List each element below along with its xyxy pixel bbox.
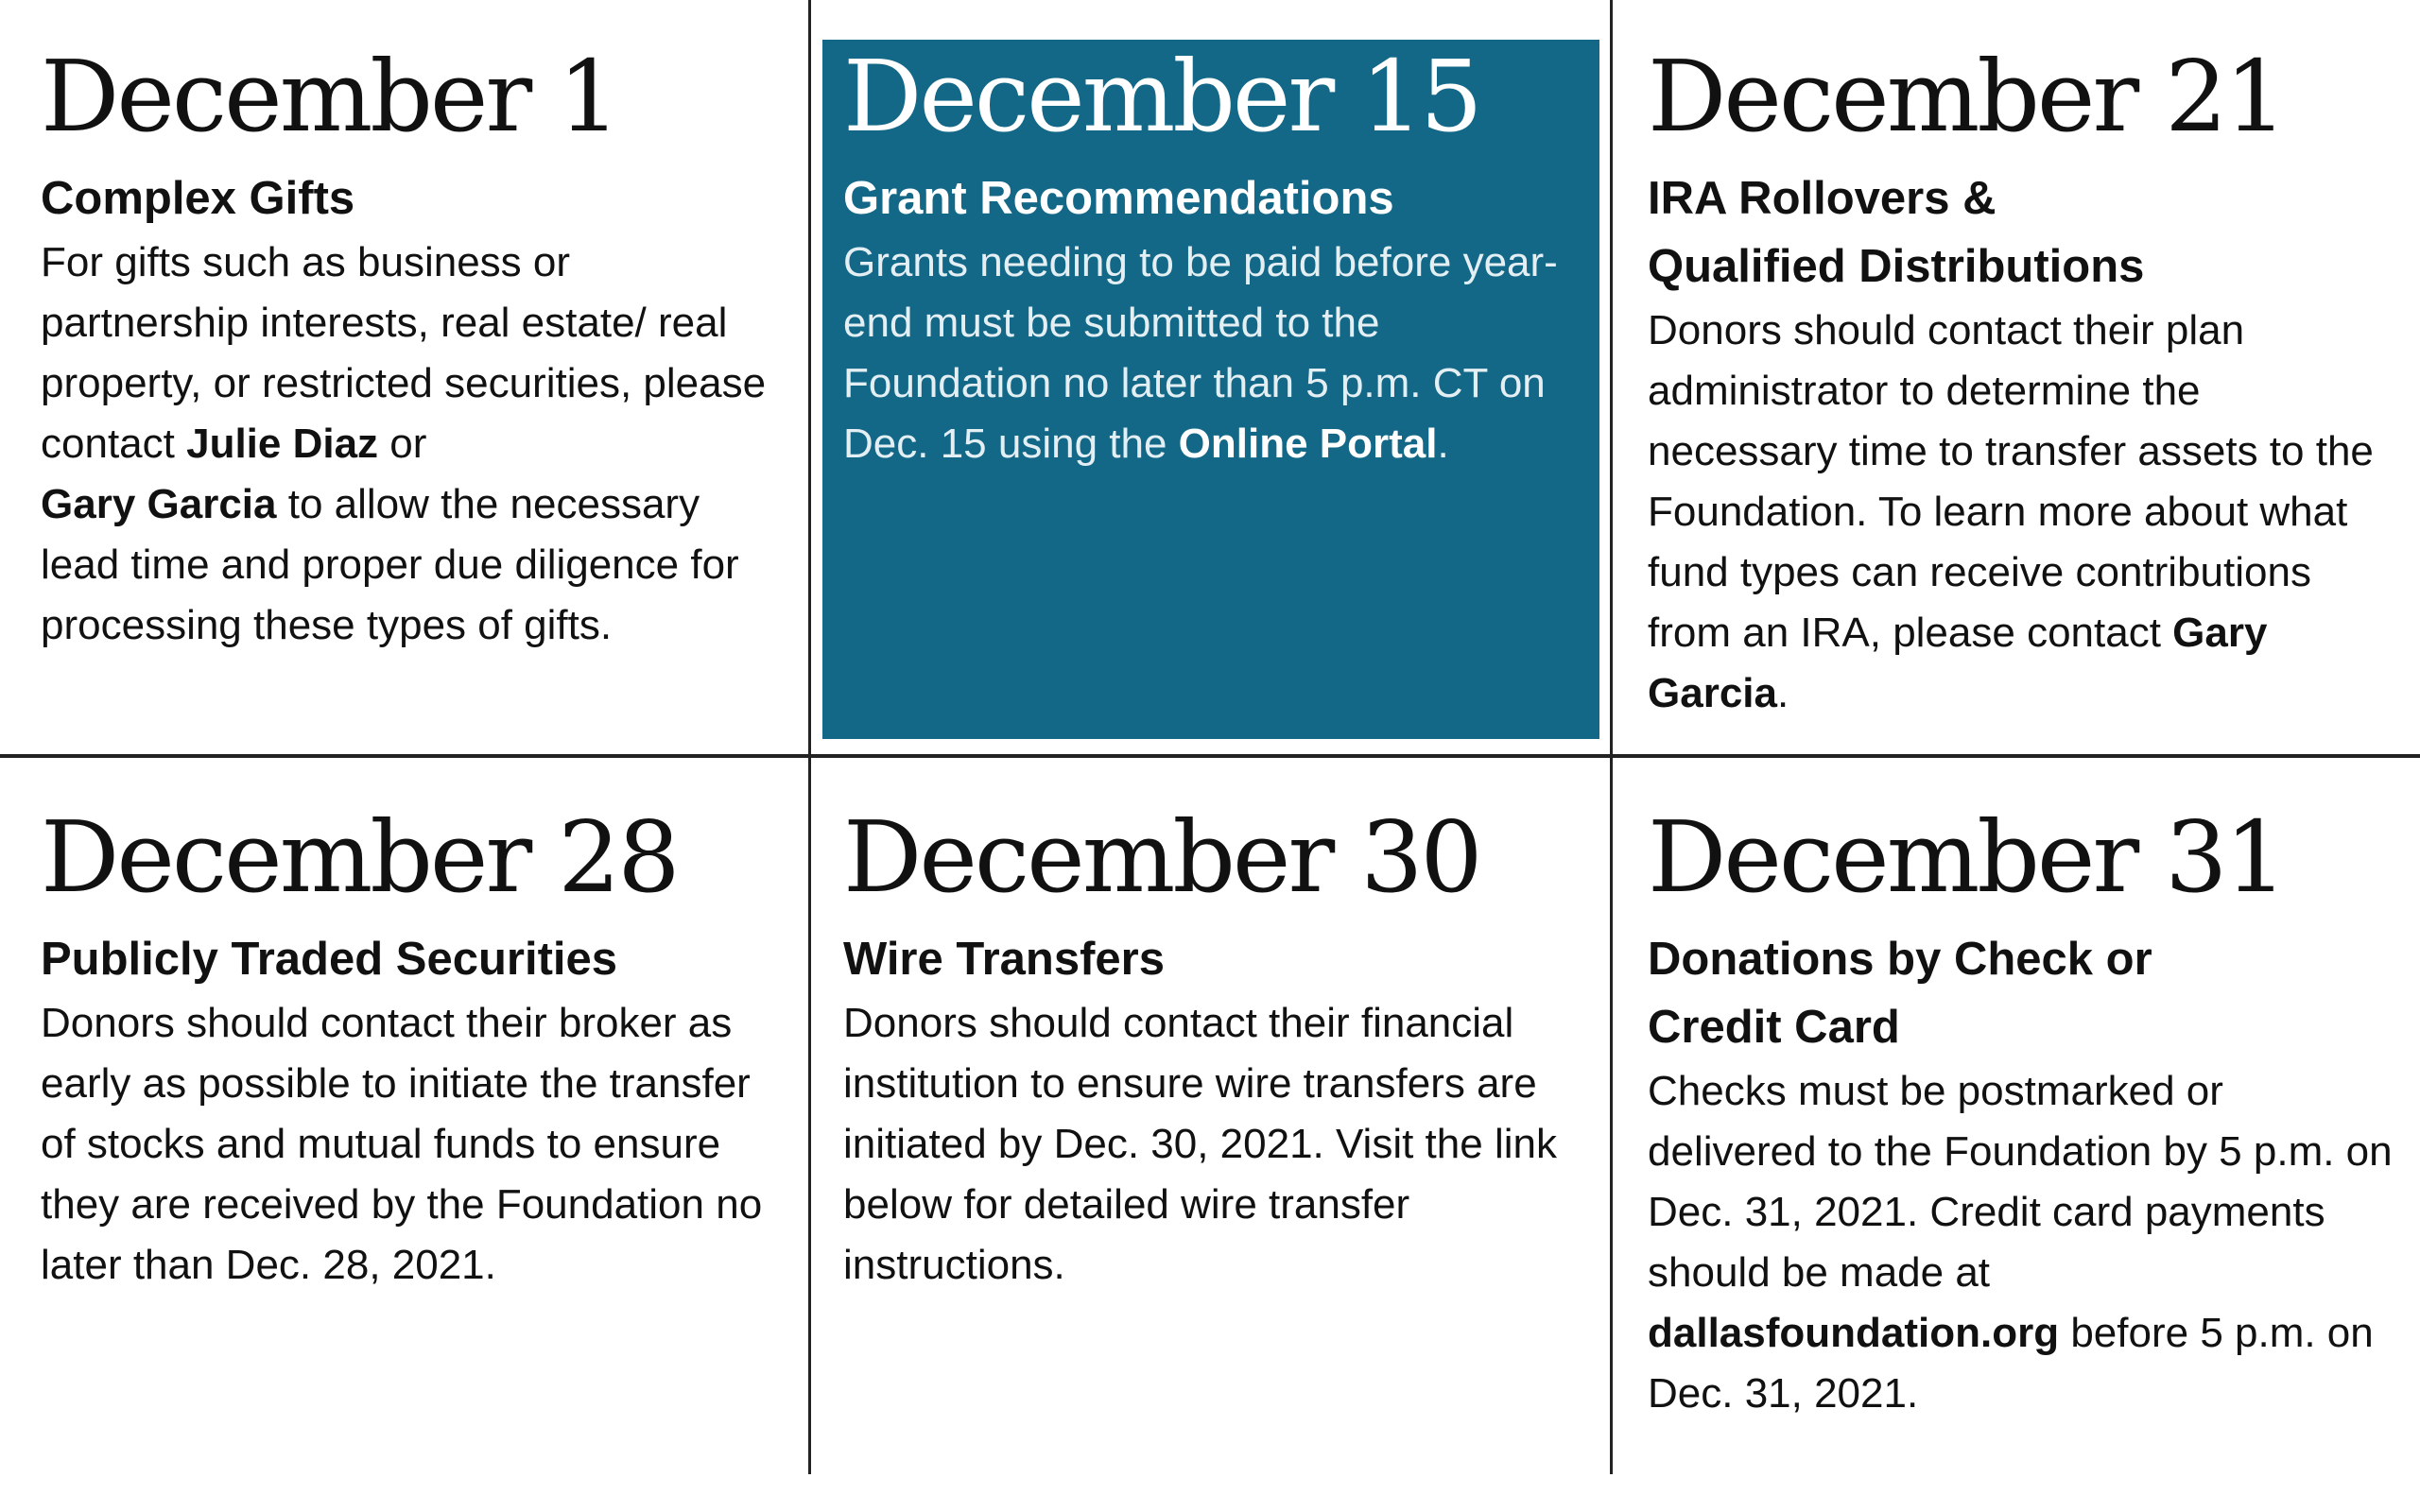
deadline-description: Donors should contact their plan administrator to determine the necessary time to transfer assets to the Foundation. To learn more about what fund types can receive contributions from an IRA, please contact Gary Garcia. <box>1648 307 2374 716</box>
column-divider-2 <box>1610 0 1613 1474</box>
deadline-date: December 28 <box>41 799 678 915</box>
online-portal-link[interactable]: Online Portal <box>1178 421 1438 467</box>
deadline-heading: Wire Transfers <box>843 934 1165 985</box>
deadline-card-dec-28 <box>41 799 787 1296</box>
deadline-heading: Publicly Traded Securities <box>41 934 618 985</box>
deadline-date: December 21 <box>1648 39 2285 154</box>
deadline-description: Grants needing to be paid before year-end must be submitted to the Foundation no later than 5 p.m. CT on Dec. 15 using the Online Portal. <box>843 239 1558 467</box>
deadline-card-dec-15 <box>822 40 1599 739</box>
deadline-heading: Donations by Check or Credit Card <box>1648 934 2152 1053</box>
dallasfoundation-link[interactable]: dallasfoundation.org <box>1648 1310 2060 1356</box>
deadline-description: Donors should contact their broker as early as possible to initiate the transfer of stocks and mutual funds to ensure they are received by the Foundation no later than Dec. 28, 2021. <box>41 1000 763 1288</box>
deadline-date: December 31 <box>1648 799 2285 915</box>
deadline-heading: Grant Recommendations <box>843 173 1394 224</box>
contact-name: Julie Diaz <box>186 421 379 467</box>
deadline-date: December 15 <box>843 39 1480 154</box>
deadline-card-dec-1 <box>41 39 787 656</box>
deadline-date: December 1 <box>41 39 618 154</box>
contact-name: Gary Garcia <box>1648 610 2268 716</box>
deadline-card-dec-30 <box>843 799 1590 1296</box>
deadline-description: Donors should contact their financial institution to ensure wire transfers are initiated by Dec. 30, 2021. Visit the link below for detailed wire transfer instructions. <box>843 1000 1557 1288</box>
deadline-card-dec-31 <box>1648 799 2394 1424</box>
deadline-card-dec-21 <box>1648 39 2394 724</box>
row-divider <box>0 754 2420 758</box>
column-divider-1 <box>808 0 811 1474</box>
deadline-description: For gifts such as business or partnership interests, real estate/ real property, or restricted securities, please contact Julie Diaz or Gary Garcia to allow the necessary lead time and proper due diligence for processing these types of gifts. <box>41 239 767 648</box>
deadline-description: Checks must be postmarked or delivered to the Foundation by 5 p.m. on Dec. 31, 2021. Credit card payments should be made at dallasfoundation.org before 5 p.m. on Dec. 31, 2021. <box>1648 1068 2393 1417</box>
deadline-heading: IRA Rollovers & Qualified Distributions <box>1648 173 2145 292</box>
contact-name: Gary Garcia <box>41 481 277 527</box>
deadline-heading: Complex Gifts <box>41 173 355 224</box>
deadline-date: December 30 <box>843 799 1480 915</box>
